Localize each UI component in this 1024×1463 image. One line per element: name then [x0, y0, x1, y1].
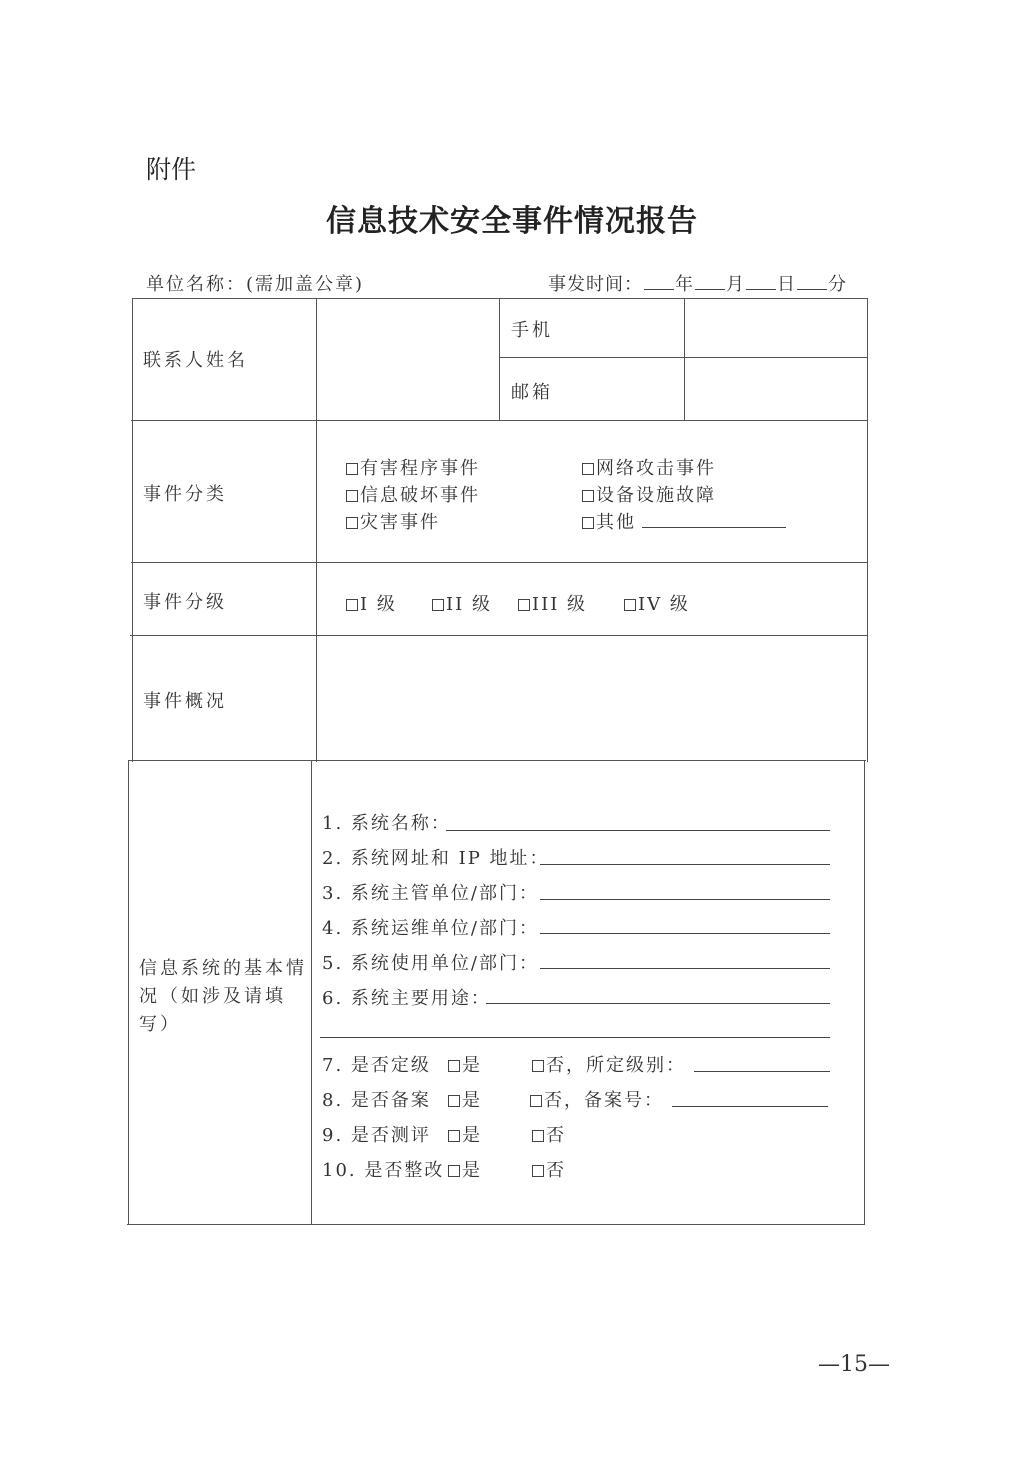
checkbox[interactable] — [448, 1060, 460, 1072]
checkbox[interactable] — [532, 1060, 544, 1072]
phone-field[interactable] — [686, 300, 866, 356]
filed-no-option[interactable]: 否，备案号： — [530, 1086, 664, 1112]
category-option[interactable]: 设备设施故障 — [582, 481, 716, 507]
checkbox[interactable] — [432, 599, 444, 611]
checkbox[interactable] — [346, 490, 358, 502]
checkbox[interactable] — [448, 1130, 460, 1142]
summary-label: 事件概况 — [143, 691, 227, 712]
system-address-blank[interactable] — [540, 864, 830, 865]
checkbox[interactable] — [624, 599, 636, 611]
checkbox[interactable] — [582, 490, 594, 502]
table-divider — [130, 635, 867, 636]
table-border-left — [132, 298, 133, 762]
category-label: 事件分类 — [143, 484, 227, 505]
system-name-blank[interactable] — [446, 830, 830, 831]
checkbox[interactable] — [582, 463, 594, 475]
system-address-field: 2. 系统网址和 IP 地址： — [322, 848, 550, 869]
page-title: 信息技术安全事件情况报告 — [326, 204, 698, 239]
system-purpose-blank-2[interactable] — [320, 1037, 830, 1038]
grade-option[interactable]: II 级 — [432, 590, 492, 616]
table-border-right — [867, 298, 868, 762]
rectified-yes-option[interactable]: 是 — [448, 1156, 482, 1182]
question-graded: 7. 是否定级 — [322, 1055, 431, 1076]
grade-option[interactable]: IV 级 — [624, 590, 690, 616]
system-user-blank[interactable] — [540, 968, 830, 969]
grade-label: 事件分级 — [143, 592, 227, 613]
graded-yes-option[interactable]: 是 — [448, 1051, 482, 1077]
category-option[interactable]: 信息破坏事件 — [346, 481, 480, 507]
month-label: 月 — [726, 274, 745, 295]
checkbox[interactable] — [346, 517, 358, 529]
grade-level-blank[interactable] — [694, 1071, 830, 1072]
contact-name-label: 联系人姓名 — [143, 350, 248, 371]
system-purpose-blank[interactable] — [486, 1003, 830, 1004]
checkbox[interactable] — [530, 1095, 542, 1107]
grade-option[interactable]: I 级 — [346, 590, 397, 616]
system-name-field: 1. 系统名称： — [322, 813, 451, 834]
filing-number-blank[interactable] — [672, 1106, 828, 1107]
day-label: 日 — [777, 274, 796, 295]
table-divider — [131, 420, 868, 421]
filed-yes-option[interactable]: 是 — [448, 1086, 482, 1112]
other-category-blank[interactable] — [642, 527, 786, 528]
table-border-top — [132, 298, 868, 299]
table-border-right — [864, 760, 865, 1225]
checkbox[interactable] — [532, 1130, 544, 1142]
table-border-bottom — [127, 1224, 865, 1225]
question-filed: 8. 是否备案 — [322, 1090, 431, 1111]
category-option[interactable]: 其他 — [582, 508, 636, 534]
month-blank[interactable] — [695, 275, 725, 290]
grade-option[interactable]: III 级 — [518, 590, 587, 616]
table-divider — [129, 760, 866, 761]
email-field[interactable] — [686, 359, 866, 419]
day-blank[interactable] — [746, 275, 776, 290]
checkbox[interactable] — [518, 599, 530, 611]
category-option[interactable]: 有害程序事件 — [346, 454, 480, 480]
table-divider — [684, 298, 685, 420]
checkbox[interactable] — [582, 517, 594, 529]
checkbox[interactable] — [346, 463, 358, 475]
checkbox[interactable] — [532, 1165, 544, 1177]
summary-field[interactable] — [318, 637, 865, 758]
table-divider — [131, 562, 868, 563]
system-ops-blank[interactable] — [540, 933, 830, 934]
email-label: 邮箱 — [511, 382, 553, 403]
table-divider — [316, 298, 317, 762]
graded-no-option[interactable]: 否，所定级别： — [532, 1051, 686, 1077]
rectified-no-option[interactable]: 否 — [532, 1156, 566, 1182]
evaluated-yes-option[interactable]: 是 — [448, 1121, 482, 1147]
question-rectified: 10. 是否整改 — [322, 1160, 445, 1181]
minute-blank[interactable] — [797, 275, 827, 290]
event-time-row — [548, 270, 847, 296]
table-border-left — [128, 760, 129, 1225]
category-option[interactable]: 网络攻击事件 — [582, 454, 716, 480]
contact-name-field[interactable] — [318, 300, 498, 419]
unit-name-label: 单位名称：(需加盖公章) — [146, 274, 365, 295]
checkbox[interactable] — [346, 599, 358, 611]
page-number: —15— — [818, 1352, 890, 1377]
checkbox[interactable] — [448, 1165, 460, 1177]
evaluated-no-option[interactable]: 否 — [532, 1121, 566, 1147]
table-divider — [499, 298, 500, 420]
system-owner-field: 3. 系统主管单位/部门： — [322, 883, 539, 904]
system-purpose-field: 6. 系统主要用途： — [322, 988, 491, 1009]
system-owner-blank[interactable] — [540, 899, 830, 900]
year-label: 年 — [675, 274, 694, 295]
event-time-label: 事发时间： — [548, 274, 643, 295]
system-ops-field: 4. 系统运维单位/部门： — [322, 918, 539, 939]
system-info-label: 信息系统的基本情况（如涉及请填写） — [139, 958, 307, 1035]
minute-label: 分 — [828, 274, 847, 295]
checkbox[interactable] — [448, 1095, 460, 1107]
table-divider — [311, 760, 312, 1225]
attachment-label: 附件 — [146, 155, 197, 184]
category-option[interactable]: 灾害事件 — [346, 508, 440, 534]
question-evaluated: 9. 是否测评 — [322, 1125, 431, 1146]
system-user-field: 5. 系统使用单位/部门： — [322, 953, 539, 974]
phone-label: 手机 — [511, 320, 553, 341]
year-blank[interactable] — [644, 275, 674, 290]
